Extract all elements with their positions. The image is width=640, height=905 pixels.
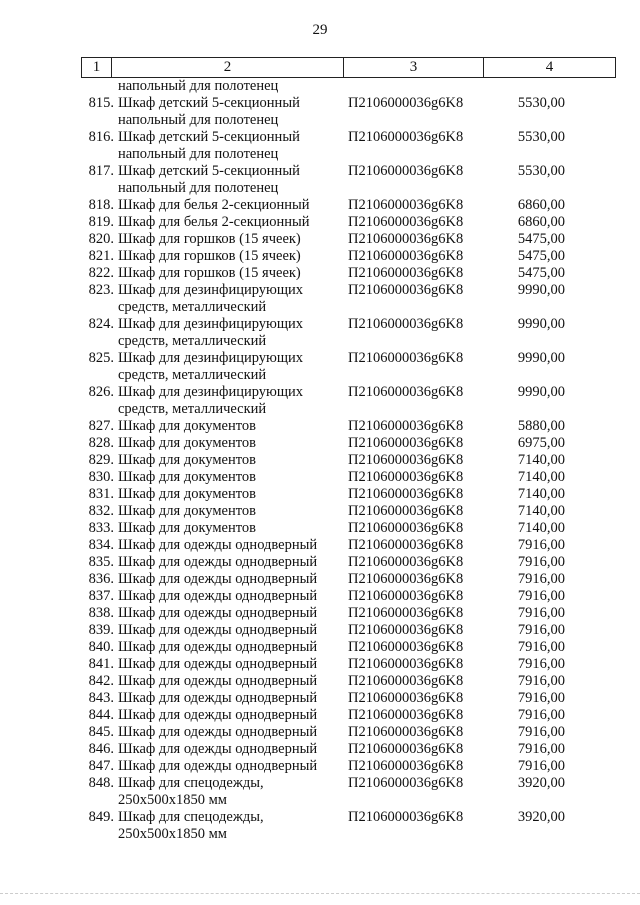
row-number: 826. [88, 384, 114, 400]
table-row [0, 350, 640, 384]
item-name-line: средств, металлический [118, 299, 267, 315]
item-code: П2106000036g6K8 [348, 384, 464, 400]
row-number: 834. [88, 537, 114, 553]
table-row [0, 571, 640, 588]
item-name [118, 809, 343, 843]
column-header-4: 4 [483, 58, 616, 77]
item-name [118, 622, 343, 639]
row-number: 839. [88, 622, 114, 638]
table-row [0, 95, 640, 129]
item-code: П2106000036g6K8 [348, 673, 464, 689]
item-name [118, 452, 343, 469]
item-name-line: Шкаф для дезинфицирующих [118, 282, 304, 298]
row-number: 816. [88, 129, 114, 145]
item-name [118, 129, 343, 163]
item-price: 5530,00 [517, 163, 565, 179]
item-price: 3920,00 [517, 775, 565, 791]
row-number: 822. [88, 265, 114, 281]
item-price: 7140,00 [517, 503, 565, 519]
item-name-line: Шкаф для одежды однодверный [118, 758, 318, 774]
item-name-line: Шкаф для одежды однодверный [118, 707, 318, 723]
item-name [118, 469, 343, 486]
item-name-line: Шкаф для одежды однодверный [118, 673, 318, 689]
item-name [118, 231, 343, 248]
item-name-line: напольный для полотенец [118, 146, 279, 162]
item-price: 7140,00 [517, 520, 565, 536]
item-price: 9990,00 [517, 282, 565, 298]
item-code: П2106000036g6K8 [348, 554, 464, 570]
item-price: 7916,00 [517, 554, 565, 570]
table-row [0, 775, 640, 809]
item-name [118, 520, 343, 537]
item-name [118, 384, 343, 418]
row-number: 838. [88, 605, 114, 621]
item-price: 7916,00 [517, 622, 565, 638]
item-name [118, 775, 343, 809]
item-price: 7140,00 [517, 486, 565, 502]
item-name-line: Шкаф для дезинфицирующих [118, 350, 304, 366]
item-name-line: Шкаф для документов [118, 503, 256, 519]
item-code: П2106000036g6K8 [348, 316, 464, 332]
table-row [0, 656, 640, 673]
item-name-line: Шкаф для белья 2-секционный [118, 214, 310, 230]
item-price: 5530,00 [517, 95, 565, 111]
item-code: П2106000036g6K8 [348, 520, 464, 536]
item-code: П2106000036g6K8 [348, 265, 464, 281]
item-name [118, 724, 343, 741]
item-code: П2106000036g6K8 [348, 350, 464, 366]
item-code: П2106000036g6K8 [348, 571, 464, 587]
item-code: П2106000036g6K8 [348, 418, 464, 434]
row-number: 835. [88, 554, 114, 570]
item-name [118, 707, 343, 724]
row-number: 845. [88, 724, 114, 740]
item-price: 5475,00 [517, 248, 565, 264]
item-code: П2106000036g6K8 [348, 435, 464, 451]
column-header-2: 2 [111, 58, 343, 77]
item-name [118, 435, 343, 452]
item-code: П2106000036g6K8 [348, 775, 464, 791]
table-row [0, 758, 640, 775]
item-name-line: Шкаф для одежды однодверный [118, 690, 318, 706]
item-name-line: Шкаф для горшков (15 ячеек) [118, 248, 301, 264]
table-row [0, 724, 640, 741]
item-name [118, 265, 343, 282]
item-code: П2106000036g6K8 [348, 758, 464, 774]
table-row [0, 503, 640, 520]
item-price: 5475,00 [517, 265, 565, 281]
column-header-1: 1 [81, 58, 111, 77]
row-number: 843. [88, 690, 114, 706]
item-name-line: Шкаф для одежды однодверный [118, 622, 318, 638]
table-header [81, 57, 616, 78]
row-number: 824. [88, 316, 114, 332]
item-name-line: 250x500x1850 мм [118, 826, 227, 842]
item-name-line: Шкаф для горшков (15 ячеек) [118, 231, 301, 247]
item-price: 6860,00 [517, 197, 565, 213]
item-name-line: Шкаф для одежды однодверный [118, 605, 318, 621]
item-name-line: Шкаф для спецодежды, [118, 775, 264, 791]
item-code: П2106000036g6K8 [348, 129, 464, 145]
table-row [0, 707, 640, 724]
item-name-line: Шкаф для одежды однодверный [118, 588, 318, 604]
table-row [0, 248, 640, 265]
table-row [0, 588, 640, 605]
item-price: 9990,00 [517, 316, 565, 332]
table-row [0, 469, 640, 486]
item-code: П2106000036g6K8 [348, 724, 464, 740]
row-number: 830. [88, 469, 114, 485]
item-name-line: Шкаф для одежды однодверный [118, 741, 318, 757]
item-price: 9990,00 [517, 350, 565, 366]
page-number: 29 [312, 22, 328, 38]
table-row [0, 197, 640, 214]
item-code: П2106000036g6K8 [348, 486, 464, 502]
table-row [0, 418, 640, 435]
item-code: П2106000036g6K8 [348, 469, 464, 485]
item-price: 7916,00 [517, 690, 565, 706]
item-name-line: 250x500x1850 мм [118, 792, 227, 808]
item-code: П2106000036g6K8 [348, 690, 464, 706]
row-number: 827. [88, 418, 114, 434]
table-row [0, 435, 640, 452]
table-row [0, 214, 640, 231]
row-number: 848. [88, 775, 114, 791]
item-name-line: Шкаф для документов [118, 418, 256, 434]
column-header-3: 3 [343, 58, 483, 77]
row-number: 841. [88, 656, 114, 672]
item-name-line: Шкаф для одежды однодверный [118, 724, 318, 740]
item-name [118, 486, 343, 503]
item-name-line: Шкаф для документов [118, 452, 256, 468]
row-number: 820. [88, 231, 114, 247]
table-row [0, 809, 640, 843]
item-name-line: напольный для полотенец [118, 78, 279, 94]
item-code: П2106000036g6K8 [348, 537, 464, 553]
row-number: 836. [88, 571, 114, 587]
item-code: П2106000036g6K8 [348, 639, 464, 655]
item-name-line: Шкаф для документов [118, 435, 256, 451]
item-name-line: средств, металлический [118, 367, 267, 383]
item-price: 7140,00 [517, 469, 565, 485]
item-name-line: Шкаф для дезинфицирующих [118, 316, 304, 332]
item-price: 7916,00 [517, 537, 565, 553]
table-row [0, 639, 640, 656]
item-price: 5880,00 [517, 418, 565, 434]
item-code: П2106000036g6K8 [348, 248, 464, 264]
item-name [118, 95, 343, 129]
table-row [0, 78, 640, 95]
item-name-line: напольный для полотенец [118, 112, 279, 128]
table-body [0, 78, 640, 843]
item-price: 3920,00 [517, 809, 565, 825]
item-name [118, 656, 343, 673]
item-price: 7916,00 [517, 741, 565, 757]
row-number: 833. [88, 520, 114, 536]
item-code: П2106000036g6K8 [348, 503, 464, 519]
item-name-line: Шкаф для горшков (15 ячеек) [118, 265, 301, 281]
item-price: 5475,00 [517, 231, 565, 247]
item-price: 7916,00 [517, 571, 565, 587]
item-name [118, 741, 343, 758]
row-number: 828. [88, 435, 114, 451]
row-number: 825. [88, 350, 114, 366]
row-number: 815. [88, 95, 114, 111]
item-code: П2106000036g6K8 [348, 452, 464, 468]
item-name-line: Шкаф для белья 2-секционный [118, 197, 310, 213]
item-name-line: Шкаф для одежды однодверный [118, 571, 318, 587]
item-price: 6975,00 [517, 435, 565, 451]
item-name-line: Шкаф для документов [118, 469, 256, 485]
row-number: 819. [88, 214, 114, 230]
row-number: 844. [88, 707, 114, 723]
item-name [118, 316, 343, 350]
item-name-line: Шкаф для документов [118, 520, 256, 536]
item-price: 7916,00 [517, 639, 565, 655]
table-row [0, 282, 640, 316]
item-name-line: средств, металлический [118, 333, 267, 349]
item-name-line: Шкаф детский 5-секционный [118, 129, 300, 145]
item-name [118, 588, 343, 605]
table-row [0, 163, 640, 197]
item-code: П2106000036g6K8 [348, 656, 464, 672]
item-name [118, 214, 343, 231]
table-row [0, 520, 640, 537]
item-name-line: Шкаф для документов [118, 486, 256, 502]
item-name [118, 163, 343, 197]
table-row [0, 452, 640, 469]
row-number: 821. [88, 248, 114, 264]
item-code: П2106000036g6K8 [348, 163, 464, 179]
item-code: П2106000036g6K8 [348, 809, 464, 825]
item-name [118, 537, 343, 554]
item-name [118, 78, 343, 95]
item-code: П2106000036g6K8 [348, 214, 464, 230]
item-price: 6860,00 [517, 214, 565, 230]
table-row [0, 622, 640, 639]
item-code: П2106000036g6K8 [348, 588, 464, 604]
item-name [118, 418, 343, 435]
item-name [118, 197, 343, 214]
item-price: 9990,00 [517, 384, 565, 400]
table-row [0, 741, 640, 758]
row-number: 831. [88, 486, 114, 502]
table-row [0, 316, 640, 350]
table-row [0, 486, 640, 503]
item-price: 7916,00 [517, 605, 565, 621]
item-name-line: напольный для полотенец [118, 180, 279, 196]
item-name-line: Шкаф для одежды однодверный [118, 537, 318, 553]
row-number: 840. [88, 639, 114, 655]
item-name-line: средств, металлический [118, 401, 267, 417]
row-number: 817. [88, 163, 114, 179]
item-name [118, 350, 343, 384]
table-row [0, 605, 640, 622]
item-name [118, 605, 343, 622]
item-price: 7916,00 [517, 588, 565, 604]
item-code: П2106000036g6K8 [348, 95, 464, 111]
item-name [118, 639, 343, 656]
table-row [0, 673, 640, 690]
item-name [118, 554, 343, 571]
item-price: 7916,00 [517, 724, 565, 740]
item-name-line: Шкаф детский 5-секционный [118, 95, 300, 111]
item-price: 7916,00 [517, 656, 565, 672]
item-name [118, 571, 343, 588]
table-row [0, 231, 640, 248]
item-name [118, 248, 343, 265]
row-number: 846. [88, 741, 114, 757]
table-row [0, 554, 640, 571]
row-number: 849. [88, 809, 114, 825]
item-code: П2106000036g6K8 [348, 231, 464, 247]
item-name-line: Шкаф для одежды однодверный [118, 554, 318, 570]
table-row [0, 537, 640, 554]
item-name-line: Шкаф для спецодежды, [118, 809, 264, 825]
item-name [118, 673, 343, 690]
page-footer-rule [0, 893, 640, 894]
item-price: 5530,00 [517, 129, 565, 145]
item-price: 7916,00 [517, 707, 565, 723]
table-row [0, 690, 640, 707]
item-code: П2106000036g6K8 [348, 741, 464, 757]
item-name [118, 503, 343, 520]
item-price: 7140,00 [517, 452, 565, 468]
item-price: 7916,00 [517, 758, 565, 774]
item-name-line: Шкаф для одежды однодверный [118, 639, 318, 655]
table-row [0, 129, 640, 163]
item-name [118, 690, 343, 707]
row-number: 847. [88, 758, 114, 774]
item-code: П2106000036g6K8 [348, 282, 464, 298]
item-price: 7916,00 [517, 673, 565, 689]
row-number: 837. [88, 588, 114, 604]
row-number: 829. [88, 452, 114, 468]
item-name-line: Шкаф для дезинфицирующих [118, 384, 304, 400]
item-name-line: Шкаф для одежды однодверный [118, 656, 318, 672]
item-code: П2106000036g6K8 [348, 622, 464, 638]
item-name-line: Шкаф детский 5-секционный [118, 163, 300, 179]
row-number: 842. [88, 673, 114, 689]
row-number: 832. [88, 503, 114, 519]
row-number: 823. [88, 282, 114, 298]
item-code: П2106000036g6K8 [348, 707, 464, 723]
item-code: П2106000036g6K8 [348, 197, 464, 213]
row-number: 818. [88, 197, 114, 213]
item-name [118, 758, 343, 775]
table-row [0, 384, 640, 418]
table-row [0, 265, 640, 282]
item-name [118, 282, 343, 316]
item-code: П2106000036g6K8 [348, 605, 464, 621]
